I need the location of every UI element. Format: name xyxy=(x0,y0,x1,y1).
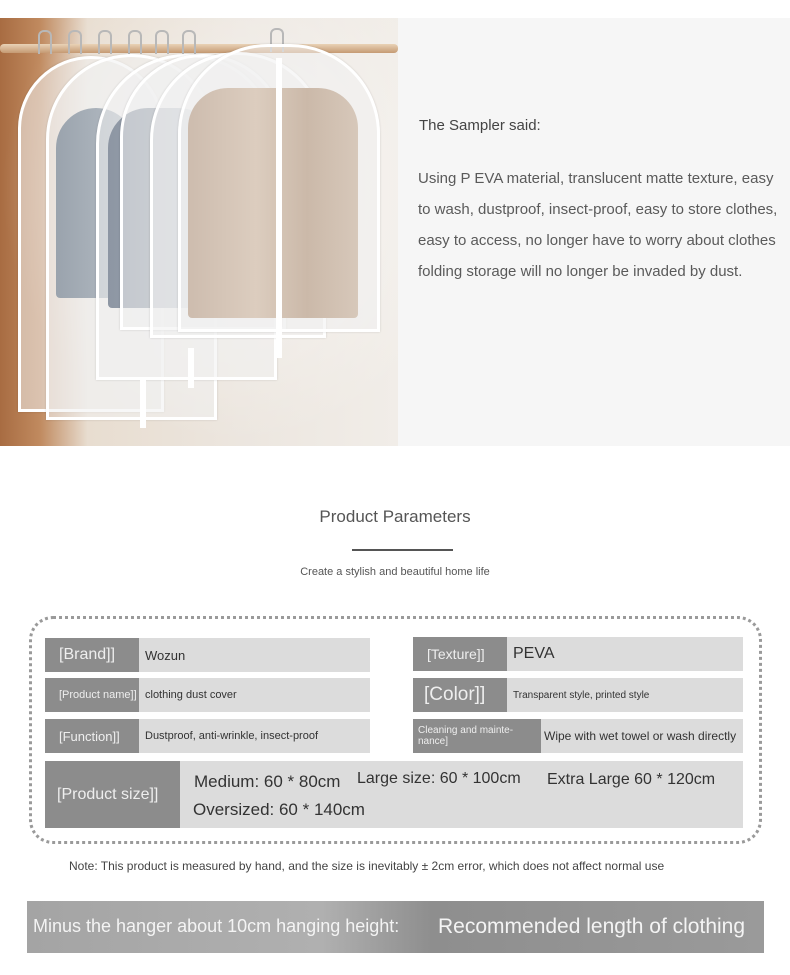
hanger-hook-icon xyxy=(98,30,112,54)
brand-value: Wozun xyxy=(139,638,370,672)
sampler-title: The Sampler said: xyxy=(419,117,541,134)
product-size-label: [Product size]] xyxy=(45,761,180,828)
title-divider xyxy=(352,549,453,551)
shirt xyxy=(188,88,358,318)
hanger-hook-icon xyxy=(38,30,52,54)
zipper xyxy=(140,378,146,428)
function-label: [Function]] xyxy=(45,719,139,753)
hanging-rod xyxy=(0,44,398,53)
hanger-hook-icon xyxy=(128,30,142,54)
zipper xyxy=(276,58,282,358)
brand-label: [Brand]] xyxy=(45,638,139,672)
product-name-label: [Product name]] xyxy=(45,678,139,712)
hanging-height-text: Minus the hanger about 10cm hanging height: xyxy=(33,916,400,936)
size-medium: Medium: 60 * 80cm xyxy=(194,772,341,791)
size-large: Large size: 60 * 100cm xyxy=(357,770,521,787)
section-title: Product Parameters xyxy=(319,507,471,526)
texture-label: [Texture]] xyxy=(413,637,507,671)
cleaning-value: Wipe with wet towel or wash directly xyxy=(541,719,743,753)
color-label: [Color]] xyxy=(413,678,507,712)
size-oversized: Oversized: 60 * 140cm xyxy=(193,800,365,819)
hanger-hook-icon xyxy=(68,30,82,54)
recommended-length-text: Recommended length of clothing xyxy=(438,915,746,938)
size-extra-large: Extra Large 60 * 120cm xyxy=(547,771,716,788)
sampler-description: Using P EVA material, translucent matte texture, easy to wash, dustproof, insect-proof, easy to store clothes, easy to access, no longer have to worry about clothes folding storage will no longer be invaded by dust. xyxy=(418,170,778,280)
hanger-hook-icon xyxy=(182,30,196,54)
product-photo xyxy=(0,18,398,446)
function-value: Dustproof, anti-wrinkle, insect-proof xyxy=(139,719,370,753)
measurement-note: Note: This product is measured by hand, and the size is inevitably ± 2cm error, which does not affect normal use xyxy=(69,859,665,873)
product-name-value: clothing dust cover xyxy=(139,678,370,712)
cleaning-label: Cleaning and mainte-nance] xyxy=(413,719,541,753)
zipper xyxy=(188,348,194,388)
hanger-hook-icon xyxy=(155,30,169,54)
texture-value: PEVA xyxy=(507,637,743,671)
color-value: Transparent style, printed style xyxy=(507,678,743,712)
section-subtitle: Create a stylish and beautiful home life xyxy=(300,566,490,578)
